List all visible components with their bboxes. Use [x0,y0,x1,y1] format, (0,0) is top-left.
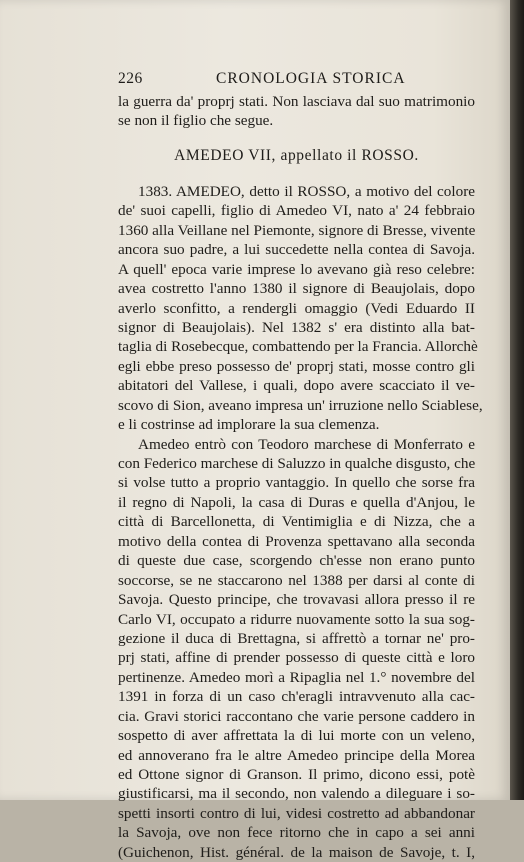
text-line: pertinenze. Amedeo morì a Ripaglia nel 1.° novembre del [118,668,475,686]
text-line: sospetto di aver affrettata la di lui morte con un veleno, [118,727,475,745]
text-line: la Savoja, ove non fece ritorno che in capo a sei anni [118,824,475,842]
text-line: città di Barcellonetta, di Ventimiglia e di Nizza, che a [118,513,475,531]
text-line: taglia di Rosebecque, combattendo per la Francia. Allorchè [118,338,478,356]
text-line: se non il figlio che segue. [118,112,274,130]
text-line: abitatori del Vallese, i quali, dopo avere scacciato il ve- [118,377,475,395]
text-line: de' suoi capelli, figlio di Amedeo VI, nato a' 24 febbraio [118,202,475,220]
book-spine-shadow [510,0,524,800]
text-line: e li costrinse ad implorare la sua clemenza. [118,416,380,434]
text-line: (Guichenon, Hist. général. de la maison de Savoje, t. I, [118,843,475,861]
text-line: Carlo VI, occupato a ridurre nuovamente sotto la sua sog- [118,610,475,628]
text-line: con Federico marchese di Saluzzo in qualche disgusto, che [118,455,476,472]
text-line: spetti insorti contro di lui, videsi costretto ad abbandonar [118,804,475,822]
text-line: averlo sconfitto, a rendergli omaggio (Vedi Eduardo II [118,299,475,317]
text-line: 1383. AMEDEO, detto il ROSSO, a motivo del colore [138,182,475,200]
paragraph [118,435,475,862]
page-header [118,70,462,92]
section-heading: AMEDEO VII, appellato il ROSSO. [174,146,419,164]
text-line: cia. Gravi storici raccontano che varie persone caddero in [118,707,475,725]
running-title: CRONOLOGIA STORICA [216,70,406,87]
text-line: egli ebbe preso possesso de' proprj stati, mosse contro gli [118,357,475,375]
text-line: signor di Beaujolais). Nel 1382 s' era distinto alla bat- [118,318,475,336]
paragraph [118,182,483,435]
text-line: Amedeo entrò con Teodoro marchese di Monferrato e [138,435,475,453]
text-line: di queste due case, scorgendo ch'esse non erano punto [118,552,475,570]
text-line: 1391 in forza di un caso ch'eragli intravvenuto alla cac- [118,688,475,706]
text-line: la guerra da' proprj stati. Non lasciava dal suo matrimonio [118,93,475,110]
text-line: gezione il duca di Brettagna, si affrettò a tornar ne' pro- [118,629,475,647]
text-line: soccorse, se ne staccarono nel 1388 per darsi al conte di [118,571,475,589]
page-body [118,92,483,862]
text-line: prj stati, affine di prender possesso di queste città e loro [118,649,475,667]
page-number: 226 [118,70,143,87]
text-line: motivo della contea di Provenza spettavano alla seconda [118,532,475,550]
text-line: 1360 alla Veillane nel Piemonte, signore di Bresse, vivente [118,221,476,239]
text-line: ed Ottone signor di Granson. Il primo, dicono essi, potè [118,766,475,783]
text-line: A quell' epoca varie imprese lo avevano già reso celebre: [118,260,475,278]
text-line: il regno di Napoli, la casa di Duras e quella d'Anjou, le [118,493,475,511]
text-line: si volse tutto a proprio vantaggio. In quello che sorse fra [118,474,475,492]
text-line: Savoja. Questo principe, che trovavasi allora presso il re [118,591,475,609]
text-line: ed annoverano fra le altre Amedeo principe della Morea [118,746,475,764]
text-line: scovo di Sion, aveano impresa un' irruzione nello Sciablese, [118,396,483,414]
text-line: giustificarsi, ma il secondo, non valendo a dileguare i so- [118,785,475,803]
text-line: avea costretto l'anno 1380 il signore di Beaujolais, dopo [118,280,475,298]
text-line: ancora suo padre, a lui succedette nella contea di Savoja. [118,241,475,259]
